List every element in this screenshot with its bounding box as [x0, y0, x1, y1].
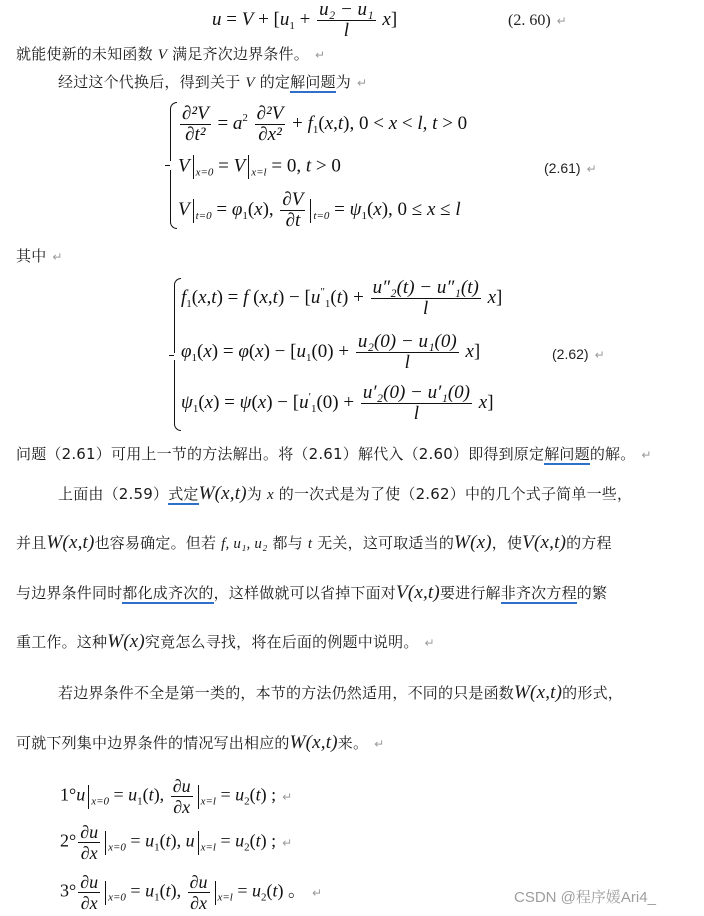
- equation-number-2-61: (2.61) ↵: [544, 160, 597, 176]
- paragraph-6: 与边界条件同时都化成齐次的，这样做就可以省掉下面对V(x,t)要进行解非齐次方程的繁: [16, 582, 608, 603]
- paragraph-2: 经过这个代换后，得到关于 V 的定解问题为 ↵: [58, 73, 368, 91]
- paragraph-3: 问题（2.61）可用上一节的方法解出。将（2.61）解代入（2.60）即得到原定解问题的解。 ↵: [16, 445, 652, 463]
- equation-number-2-60: (2. 60) ↵: [508, 12, 567, 29]
- fraction: $\frac{\text{u₂ − u₁}}{l}$: [319, 0, 374, 41]
- paragraph-8: 若边界条件不全是第一类的，本节的方法仍然适用，不同的只是函数W(x,t)的形式，: [58, 682, 623, 703]
- paragraph-return-icon: ↵: [314, 48, 326, 62]
- paragraph-9: 可就下列集中边界条件的情况写出相应的W(x,t)来。 ↵: [16, 732, 385, 753]
- paragraph-return-icon: ↵: [52, 250, 63, 264]
- equation-row: $f_1(x,t) = f$ $(x,t) - [u''_1(t)$ + $\frac{\text{u″₂(t) − u″₁(t)}}{l}$ x]: [181, 277, 503, 319]
- paragraph-qizhong: 其中 ↵: [16, 247, 63, 265]
- equation-row: V $_{x=0}$ = V $_{x=l}$ = 0, t > 0: [178, 155, 341, 179]
- paragraph-return-icon: ↵: [586, 162, 597, 176]
- left-brace-bottom: [170, 170, 177, 229]
- paragraph-return-icon: ↵: [556, 14, 567, 28]
- grammar-underline[interactable]: 解问题: [544, 445, 590, 463]
- grammar-underline[interactable]: 式定: [168, 485, 199, 503]
- paragraph-return-icon: ↵: [374, 737, 385, 751]
- equation-row: $\frac{\text{∂²V}}{\text{∂t²}}$ = $a^2$ $\frac{\text{∂²V}}{\text{∂x²}}$ + $f_1(x,t)$, 0 < x < l, t > 0: [182, 103, 468, 145]
- paragraph-5: 并且W(x,t)也容易确定。但若 f, u₁, u₂ 都与 t 无关，这可取适当的W(x)，使V(x,t)的方程: [16, 532, 612, 553]
- boundary-case-1: 1°u $_{x=0} = u_1(t)$, $\frac{\partial u}{\partial x}$ $_{x=l} = u_2(t)$ ; ↵: [60, 776, 293, 817]
- boundary-case-2: 2° $\frac{\partial u}{\partial x}$ $_{x=0} = u_1(t)$, u $_{x=l} = u_2(t)$ ; ↵: [60, 822, 293, 863]
- paragraph-return-icon: ↵: [594, 348, 605, 362]
- paragraph-return-icon: ↵: [641, 448, 652, 462]
- equation-row: $\psi_1(x) = \psi(x) - [u'_1(0)$ + $\frac{\text{u′₂(0) − u′₁(0)}}{l}$ x]: [181, 382, 494, 424]
- equation-row: V $_{t=0} = \varphi_1(x)$, $\frac{\partial V}{\partial t}$ $_{t=0} = \psi_1(x)$, 0 ≤ x ≤ l: [178, 189, 461, 231]
- paragraph-return-icon: ↵: [312, 885, 323, 900]
- grammar-underline[interactable]: 都化成齐次的: [122, 584, 214, 602]
- paragraph-return-icon: ↵: [282, 835, 293, 850]
- csdn-watermark: CSDN @程序媛Ari4_: [514, 889, 656, 906]
- equation-row: $\varphi_1(x) = \varphi(x) - [u_1(0)$ + $\frac{\text{u₂(0) − u₁(0)}}{l}$ x]: [181, 331, 481, 373]
- left-brace-top: [174, 278, 181, 353]
- equation-number-2-62: (2.62) ↵: [552, 346, 605, 362]
- grammar-underline[interactable]: 解问题: [290, 73, 336, 91]
- paragraph-return-icon: ↵: [356, 76, 368, 90]
- grammar-underline[interactable]: 非齐次方程: [500, 584, 577, 602]
- left-brace-bottom: [174, 360, 181, 431]
- paragraph-return-icon: ↵: [282, 789, 293, 804]
- paragraph-4: 上面由（2.59）式定W(x,t)为 x 的一次式是为了使（2.62）中的几个式子简单一些，: [58, 483, 633, 504]
- paragraph-7: 重工作。这种W(x)究竟怎么寻找，将在后面的例题中说明。 ↵: [16, 631, 435, 652]
- paragraph-1: 就能使新的未知函数 V 满足齐次边界条件。 ↵: [16, 45, 326, 63]
- left-brace-top: [170, 102, 177, 161]
- boundary-case-3: 3° $\frac{\partial u}{\partial x}$ $_{x=0} = u_1(t)$, $\frac{\partial u}{\partial x}$ $_{x=l} = u_2(t)$ 。 ↵: [60, 872, 323, 913]
- paragraph-return-icon: ↵: [424, 636, 435, 650]
- equation-2-60: $u = V + [u_1$ + $\frac{\text{u₂ − u₁}}{l}$ x]: [212, 0, 398, 41]
